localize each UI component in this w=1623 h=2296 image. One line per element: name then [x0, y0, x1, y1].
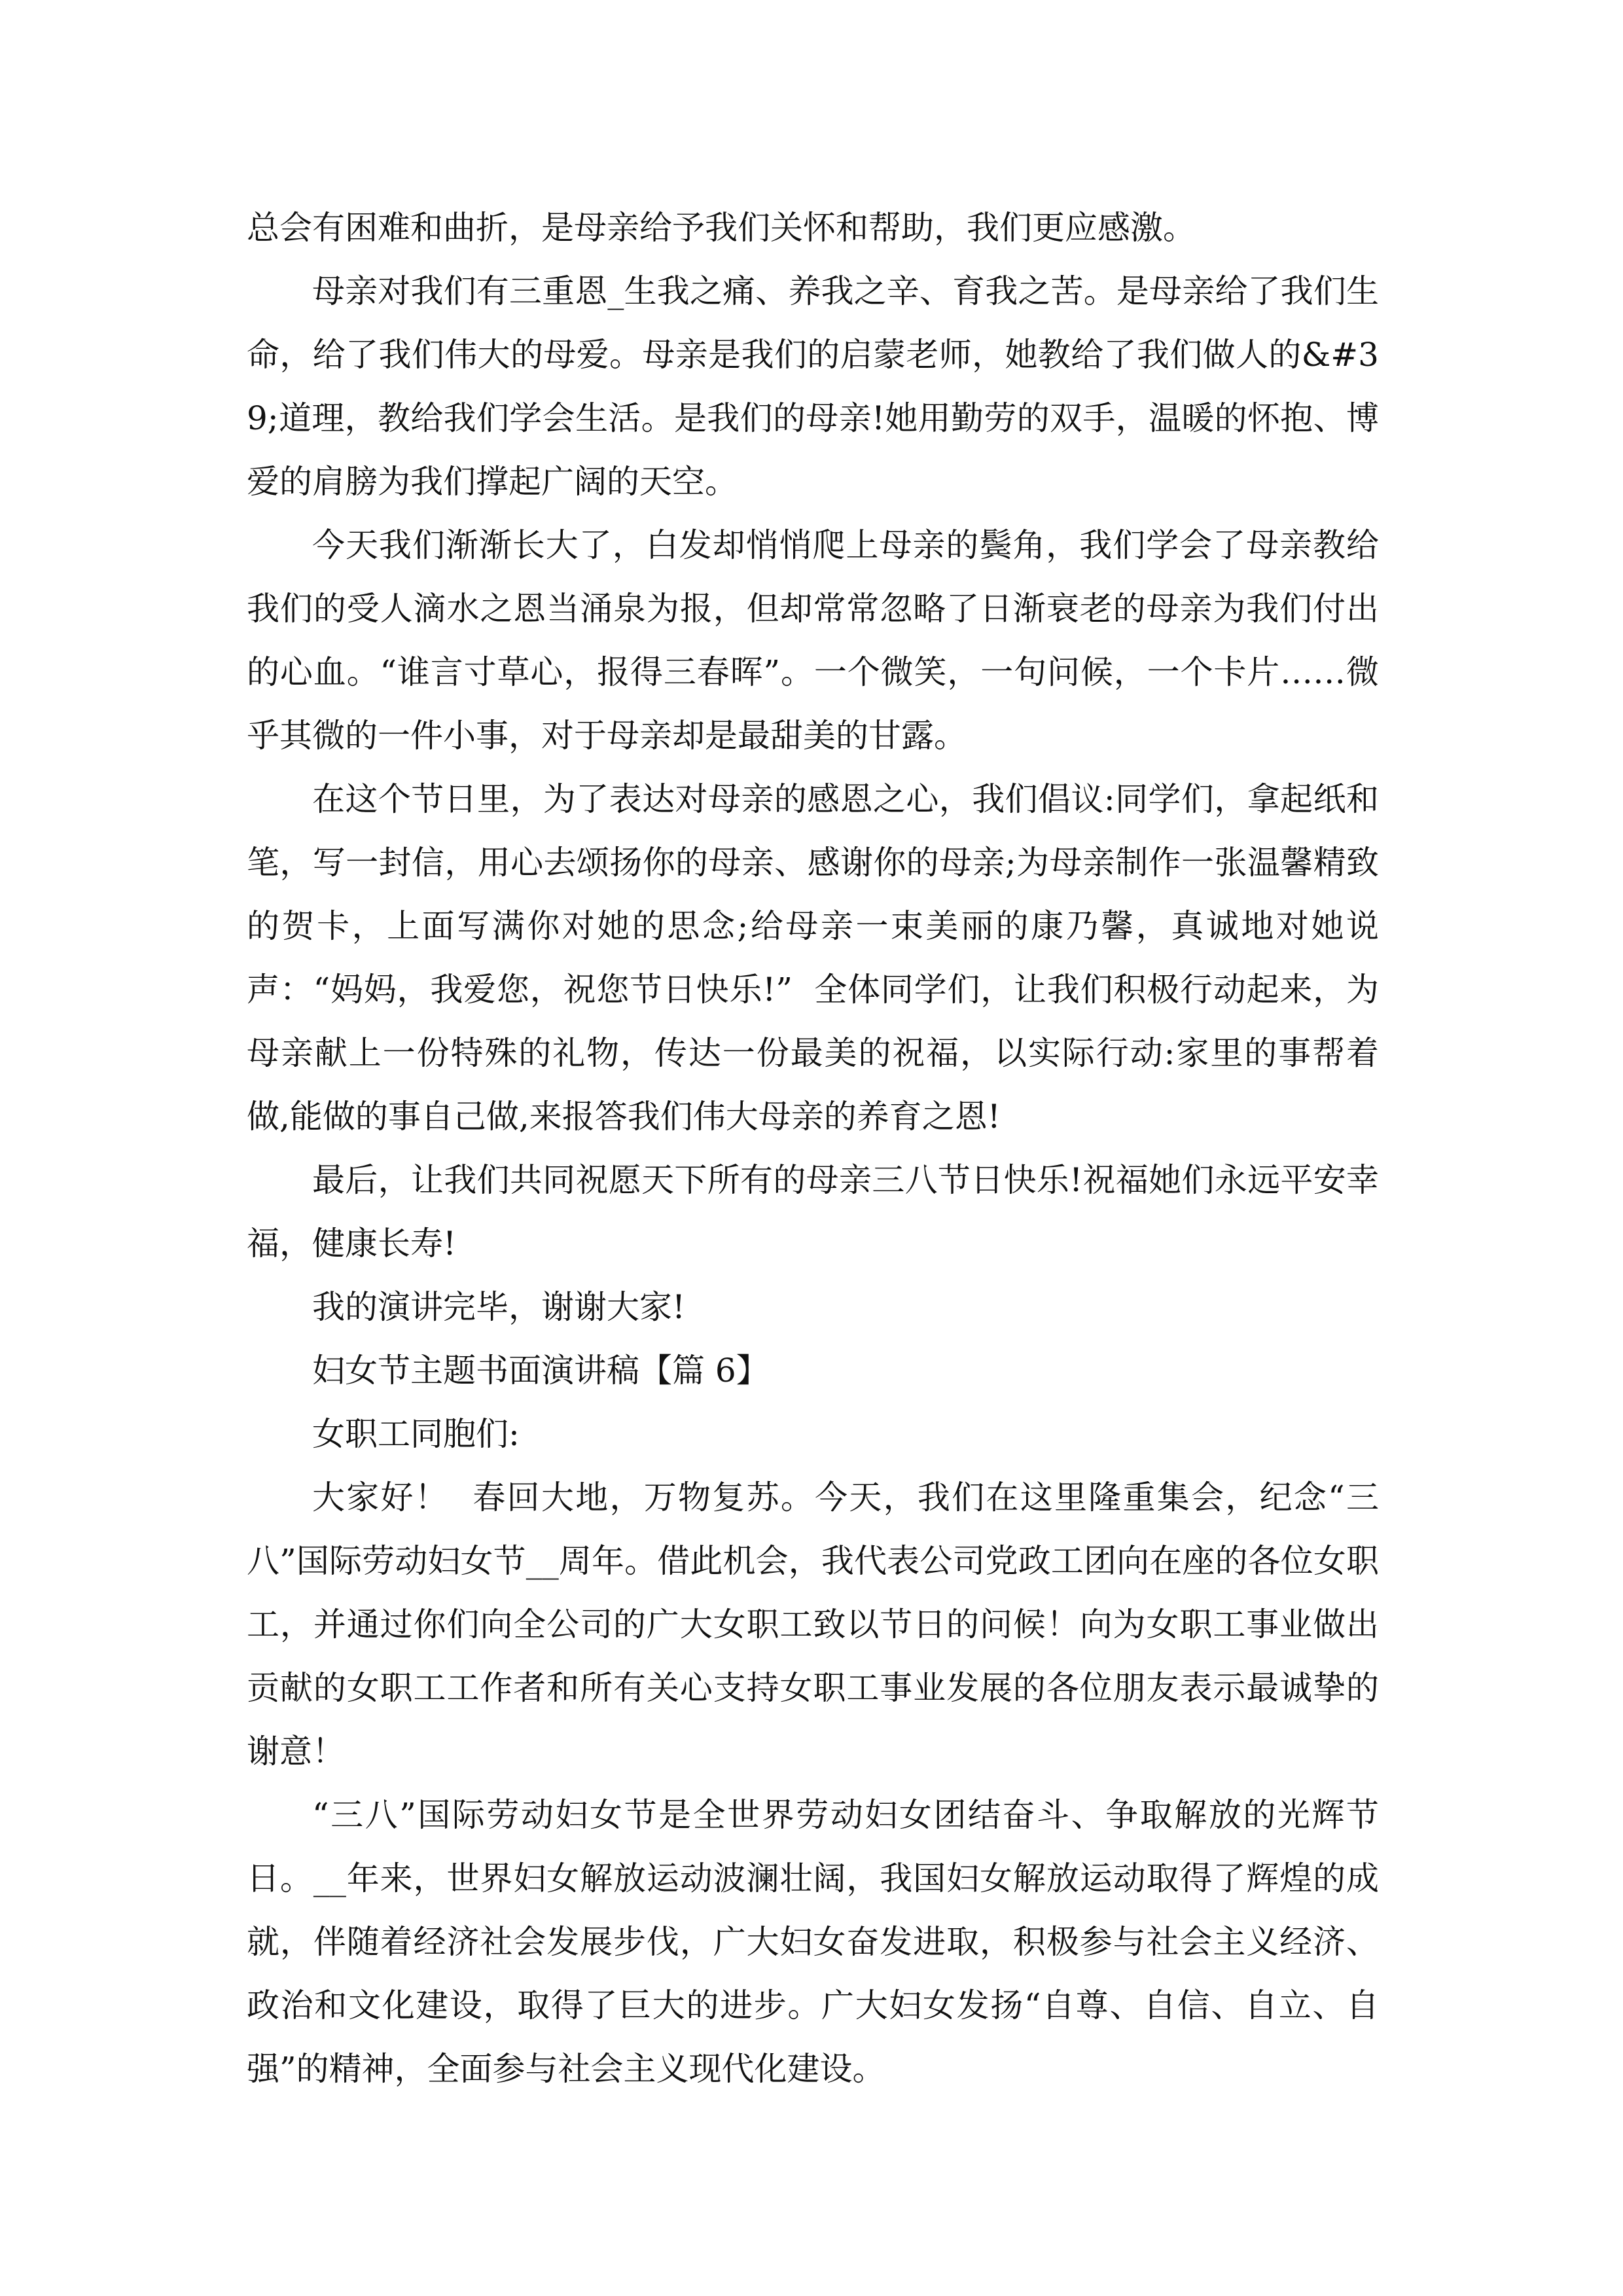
paragraph-continuation: 总会有困难和曲折，是母亲给予我们关怀和帮助，我们更应感激。 [247, 209, 1196, 247]
paragraph-closing: 我的演讲完毕，谢谢大家! [312, 1288, 686, 1326]
paragraph-three-graces: 母亲对我们有三重恩_生我之痛、养我之辛、育我之苦。是母亲给了我们生命，给了我们伟大的母爱。母亲是我们的启蒙老师，她教给了我们做人的&#39;道理，教给我们学会生活。是我们的母亲!她用勤劳的双手，温暖的怀抱、博爱的肩膀为我们撑起广阔的天空。 [247, 272, 1379, 501]
paragraph-greeting: 大家好！ 春回大地，万物复苏。今天，我们在这里隆重集会，纪念“三八”国际劳动妇女节__周年。借此机会，我代表公司党政工团向在座的各位女职工，并通过你们向全公司的广大女职工致以节日的问候！向为女职工事业做出贡献的女职工工作者和所有关心支持女职工事业发展的各位朋友表示最诚挚的谢意！ [247, 1479, 1379, 1770]
paragraph-proposal: 在这个节日里，为了表达对母亲的感恩之心，我们倡议:同学们，拿起纸和笔，写一封信，用心去颂扬你的母亲、感谢你的母亲;为母亲制作一张温馨精致的贺卡，上面写满你对她的思念;给母亲一束美丽的康乃馨，真诚地对她说声：“妈妈，我爱您，祝您节日快乐!” 全体同学们，让我们积极行动起来，为母亲献上一份特殊的礼物，传达一份最美的祝福，以实际行动:家里的事帮着做,能做的事自己做,来报答我们伟大母亲的养育之恩! [247, 780, 1379, 1136]
document-body [247, 196, 1379, 2101]
section-heading: 妇女节主题书面演讲稿【篇 6】 [312, 1352, 769, 1390]
paragraph-growing-up: 今天我们渐渐长大了，白发却悄悄爬上母亲的鬓角，我们学会了母亲教给我们的受人滴水之恩当涌泉为报，但却常常忽略了日渐衰老的母亲为我们付出的心血。“谁言寸草心，报得三春晖”。一个微笑，一句问候，一个卡片……微乎其微的一件小事，对于母亲却是最甜美的甘露。 [247, 526, 1379, 755]
paragraph-blessing: 最后，让我们共同祝愿天下所有的母亲三八节日快乐!祝福她们永远平安幸福，健康长寿! [247, 1161, 1379, 1263]
salutation: 女职工同胞们: [312, 1415, 520, 1453]
paragraph-womens-day: “三八”国际劳动妇女节是全世界劳动妇女团结奋斗、争取解放的光辉节日。__年来，世界妇女解放运动波澜壮阔，我国妇女解放运动取得了辉煌的成就，伴随着经济社会发展步伐，广大妇女奋发进取，积极参与社会主义经济、政治和文化建设，取得了巨大的进步。广大妇女发扬“自尊、自信、自立、自强”的精神，全面参与社会主义现代化建设。 [247, 1796, 1379, 2088]
